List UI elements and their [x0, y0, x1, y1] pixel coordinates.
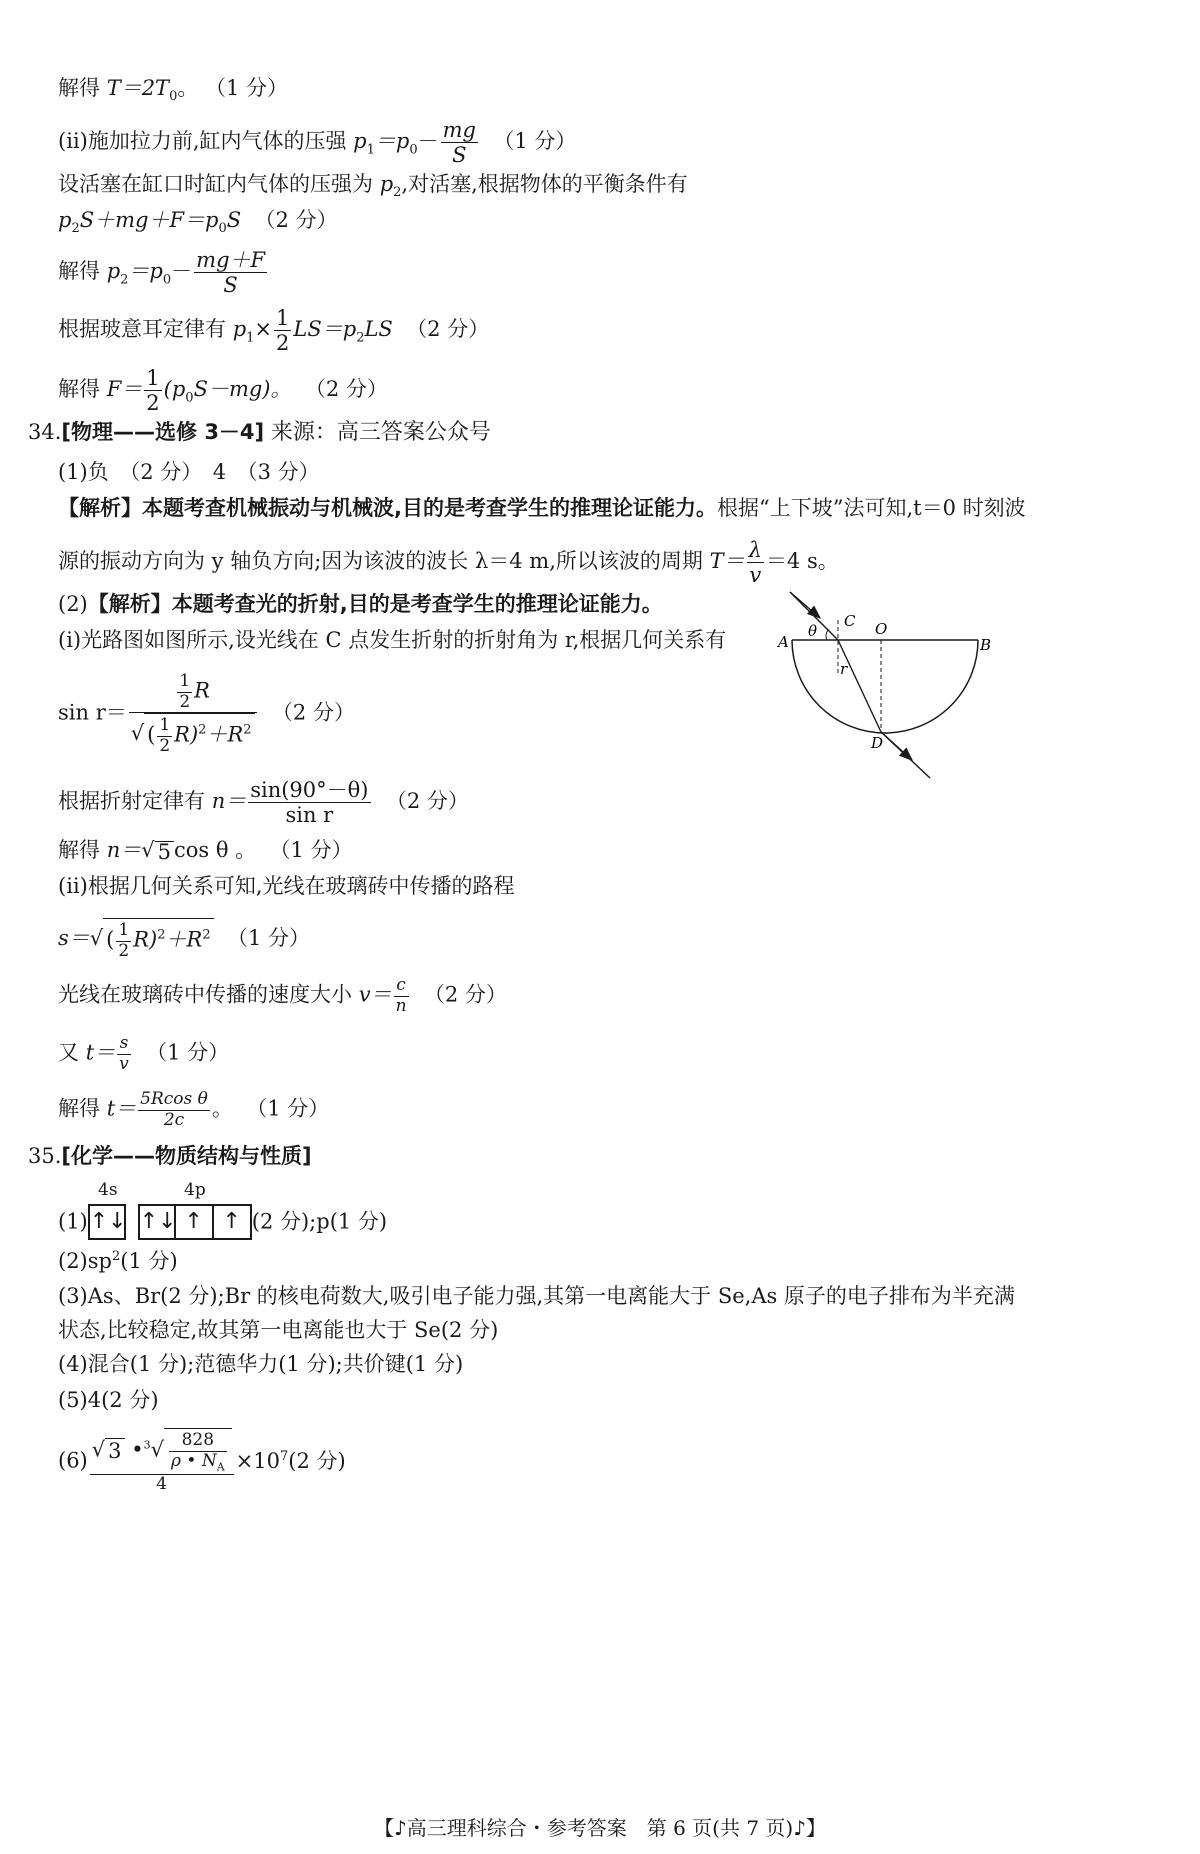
theta-arc	[826, 630, 828, 640]
equation-refraction-law: 根据折射定律有 n＝ $\frac{\sin(90^\circ-\theta)}{\text{sin r}}$ （2 分）	[58, 778, 469, 828]
fraction: √ 3 •$^3$√ $\frac{828}{\rho • N_A}$ 4	[90, 1428, 234, 1494]
label-D: D	[871, 734, 884, 752]
fraction: $\frac{\sin(90^\circ-\theta)}{\text{sin r}}$	[250, 778, 369, 828]
analysis-34-2-i: (ⅰ)光路图如图所示,设光线在 C 点发生折射的折射角为 r,根据几何关系有	[58, 628, 727, 652]
label-theta: θ	[808, 622, 818, 640]
fraction: $\frac{1}{2}$	[146, 366, 160, 416]
answer-35-6: (6) √ 3 •$^3$√ $\frac{828}{\rho • N_A}$ 4 $\times 10^7(2$ 分)	[58, 1430, 346, 1494]
label-C: C	[844, 612, 856, 630]
fraction: $\frac{\text{5Rcos θ}}{2c}$	[140, 1089, 208, 1130]
line-assume-p2: 设活塞在缸口时缸内气体的压强为 $p_2$,对活塞,根据物体的平衡条件有	[58, 172, 688, 201]
orbital-4p: ↑↓ ↑ ↑	[138, 1204, 252, 1240]
answer-35-5: (5)4(2 分)	[58, 1388, 159, 1412]
fraction: $\frac{1}{2}$ R √ ( $\frac{1}{2}$ $R)^2+R^2$	[129, 672, 257, 756]
answer-35-1: (1)↑↓ ↑↓ ↑ ↑ (2 分);p(1 分)	[58, 1204, 387, 1240]
analysis-34-1-cont: 源的振动方向为 y 轴负方向;因为该波的波长 λ＝4 m,所以该波的周期 T＝ $\frac{\lambda}{v}$ ＝4 s。	[58, 538, 839, 588]
analysis-34-1: 【解析】本题考查机械振动与机械波,目的是考查学生的推理论证能力。根据“上下坡”法可知,t＝0 时刻波	[58, 496, 1026, 520]
equation-v: 光线在玻璃砖中传播的速度大小 v＝ $\frac{c}{n}$ （2 分）	[58, 975, 507, 1016]
fraction: $\frac{s}{v}$	[119, 1033, 129, 1074]
answer-35-4: (4)混合(1 分);范德华力(1 分);共价键(1 分)	[58, 1352, 464, 1376]
question-34-heading: 34.[物理——选修 3－4] 来源：高三答案公众号	[28, 420, 491, 445]
line-balance: $p_2S+mg+F=p_0S$ （2 分）	[58, 208, 338, 237]
page-footer: 【♪高三理科综合・参考答案 第 6 页(共 7 页)♪】	[373, 1816, 826, 1840]
semicircle-arc	[792, 640, 978, 733]
orbital-label-4s: 4s	[98, 1180, 118, 1200]
line-solve-F: 解得 F＝ $\frac{1}{2}$ $(p_0S-mg)$。 （2 分）	[58, 366, 388, 416]
label-A: A	[778, 633, 789, 651]
fraction: $\frac{1}{2}$	[276, 306, 290, 356]
answer-35-3-cont: 状态,比较稳定,故其第一电离能也大于 Se(2 分)	[58, 1318, 499, 1342]
line-solve-p2: 解得 $p_2=p_0-$ $\frac{mg+F}{S}$	[58, 248, 266, 298]
fraction: $\frac{\lambda}{v}$	[748, 538, 762, 588]
exit-ray	[881, 732, 930, 778]
refracted-ray	[838, 640, 881, 732]
orbital-4s: ↑↓	[88, 1204, 126, 1240]
equation-n-result: 解得 n＝√ 5 cos θ 。 （1 分）	[58, 838, 353, 864]
fraction: $\frac{c}{n}$	[395, 975, 407, 1016]
answer-35-2: $(2)sp^2(1$ 分)	[58, 1249, 178, 1273]
line-boyle: 根据玻意耳定律有 $p_1\times$ $\frac{1}{2}$ $LS=p_2LS$ （2 分）	[58, 306, 490, 356]
label-O: O	[875, 620, 888, 638]
line-pressure-p1: (ⅱ)施加拉力前,缸内气体的压强 $p_1=p_0-$ $\frac{mg}{S}$ （1 分）	[58, 118, 577, 168]
label-r: r	[840, 660, 848, 678]
label-B: B	[980, 636, 992, 654]
fraction: $\frac{mg}{S}$	[442, 118, 476, 168]
orbital-label-4p: 4p	[184, 1180, 206, 1200]
fraction: $\frac{mg+F}{S}$	[196, 248, 266, 298]
refraction-diagram	[770, 580, 1010, 795]
equation-sin-r: sin r＝ $\frac{1}{2}$ R √ ( $\frac{1}{2}$ $R)^2+R^2$ （2 分）	[58, 671, 355, 756]
answer-35-3: (3)As、Br(2 分);Br 的核电荷数大,吸引电子能力强,其第一电离能大于 Se,As 原子的电子排布为半充满	[58, 1284, 1015, 1308]
equation-t-final: 解得 t＝ $\frac{\text{5Rcos θ}}{2c}$ 。 （1 分）	[58, 1089, 330, 1130]
question-35-heading: 35.[化学——物质结构与性质]	[28, 1144, 312, 1168]
analysis-34-2: (2)【解析】本题考查光的折射,目的是考查学生的推理论证能力。	[58, 592, 663, 616]
analysis-34-2-ii: (ⅱ)根据几何关系可知,光线在玻璃砖中传播的路程	[58, 874, 515, 898]
equation-t: 又 t＝ $\frac{s}{v}$ （1 分）	[58, 1033, 230, 1074]
answer-34-1: (1)负 （2 分） 4 （3 分）	[58, 460, 320, 484]
equation-s: s＝√ ( $\frac{1}{2}$ $R)^2+R^2$ （1 分）	[58, 920, 310, 961]
line-solve-T: 解得 $T=2T_0$。 （1 分）	[58, 76, 289, 105]
